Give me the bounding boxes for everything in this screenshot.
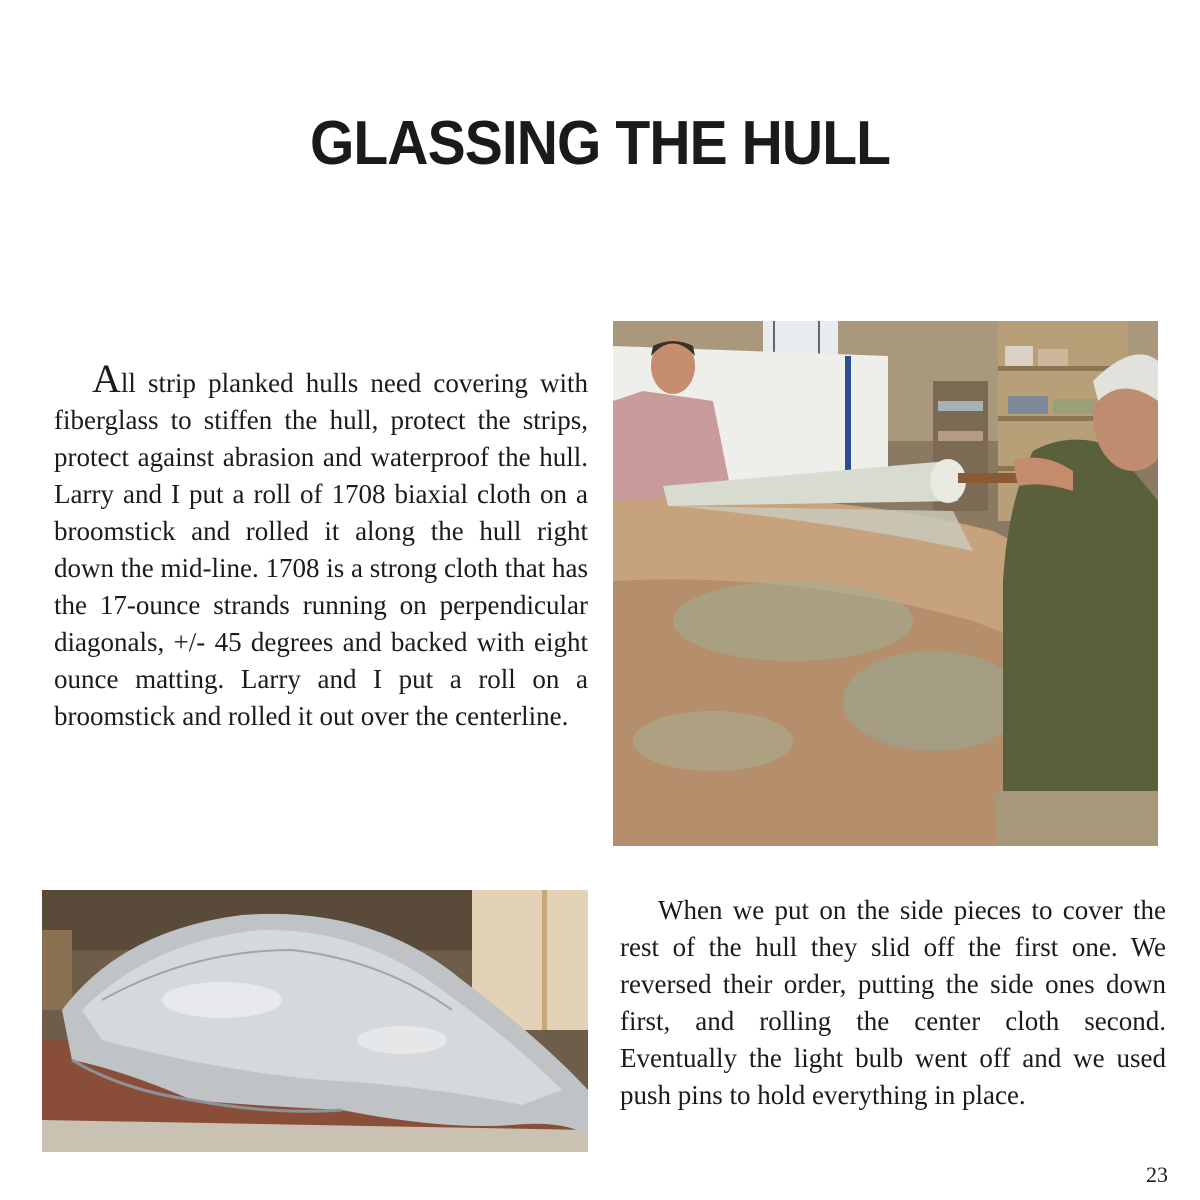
intro-paragraph-text: ll strip planked hulls need covering with fiberglass to stiffen the hull, protect the strips, protect against abrasion and waterproof the hull. Larry and I put a roll of 1708 biaxial cloth on a broomstick and rolled it along the hull right down the mid-line. 1708 is a strong cloth that has the 17-ounce strands running on perpendicular diagonals, +/- 45 degrees and backed with eight ounce matting. Larry and I put a roll on a broomstick and rolled it out over the centerline. [54, 368, 588, 731]
second-paragraph: When we put on the side pieces to cover the rest of the hull they slid off the first one. We reversed their order, putting the side ones down first, and rolling the center cloth second. Eventually the light bulb went off and we used push pins to hold everything in place. [620, 895, 1166, 1110]
photo-rolling-fiberglass [613, 321, 1158, 846]
drop-cap: A [92, 356, 121, 401]
photo-covered-hull [42, 890, 588, 1152]
page-number: 23 [1146, 1162, 1168, 1187]
page-title: GLASSING THE HULL [309, 109, 891, 178]
intro-paragraph [54, 356, 588, 735]
